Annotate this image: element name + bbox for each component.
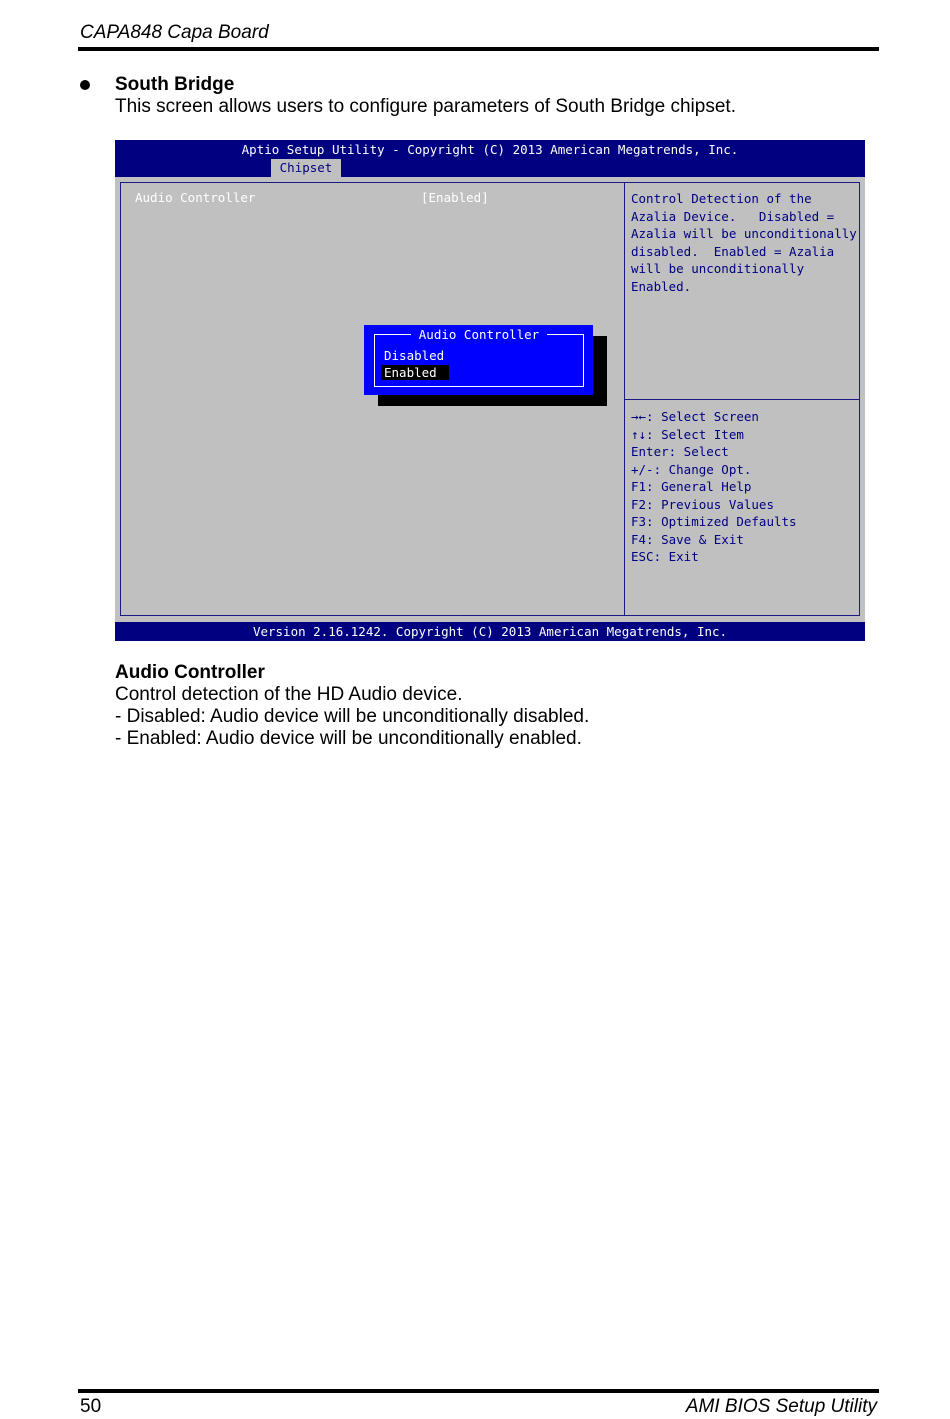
bios-top-title: Aptio Setup Utility - Copyright (C) 2013 American Megatrends, Inc. (241, 142, 739, 157)
audio-controller-option-value[interactable]: [Enabled] (421, 190, 489, 205)
footer-rule (78, 1389, 879, 1393)
tab-chipset[interactable]: Chipset (271, 159, 341, 177)
key-legend-item: →←: Select Screen (631, 409, 759, 424)
bullet-icon (80, 80, 90, 90)
popup-frame (374, 327, 584, 387)
footer-title: AMI BIOS Setup Utility (685, 1396, 877, 1417)
key-legend-item: ↑↓: Select Item (631, 426, 744, 442)
content-line: - Disabled: Audio device will be unconditionally disabled. (115, 706, 590, 727)
content-title: Audio Controller (115, 662, 265, 683)
popup-option-enabled[interactable]: Enabled (381, 365, 449, 380)
bios-screenshot (115, 140, 865, 641)
help-line: Azalia will be unconditionally (631, 226, 857, 241)
popup-title: Audio Controller (375, 327, 583, 342)
section-description: This screen allows users to configure parameters of South Bridge chipset. (115, 96, 736, 117)
help-line: will be unconditionally (631, 261, 805, 276)
key-legend-item: F1: General Help (631, 479, 752, 494)
key-legend-item: Enter: Select (631, 444, 729, 459)
bios-help-text (631, 190, 857, 295)
help-line: Control Detection of the (631, 191, 812, 206)
section-title: South Bridge (115, 74, 235, 95)
popup-option-disabled[interactable]: Disabled (384, 348, 445, 363)
key-legend-item: F3: Optimized Defaults (631, 514, 797, 529)
key-legend-item: +/-: Change Opt. (631, 461, 752, 477)
header-title: CAPA848 Capa Board (80, 22, 269, 43)
bios-key-legend (631, 408, 797, 566)
page-number: 50 (80, 1396, 102, 1417)
bios-top-bar (115, 140, 865, 177)
header-rule (78, 47, 879, 51)
bios-bottom-bar: Version 2.16.1242. Copyright (C) 2013 American Megatrends, Inc. (115, 622, 865, 641)
key-legend-item: F2: Previous Values (631, 496, 774, 512)
help-line: disabled. Enabled = Azalia (631, 243, 835, 259)
key-legend-item: ESC: Exit (631, 549, 699, 564)
key-legend-item: F4: Save & Exit (631, 531, 744, 547)
help-line: Enabled. (631, 278, 692, 294)
audio-controller-popup (364, 325, 593, 395)
bios-horizontal-divider (625, 399, 860, 400)
content-line: Control detection of the HD Audio device. (115, 684, 463, 705)
content-line: - Enabled: Audio device will be unconditionally enabled. (115, 728, 582, 749)
audio-controller-option-label[interactable]: Audio Controller (135, 190, 256, 205)
help-line: Azalia Device. Disabled = (631, 208, 835, 224)
